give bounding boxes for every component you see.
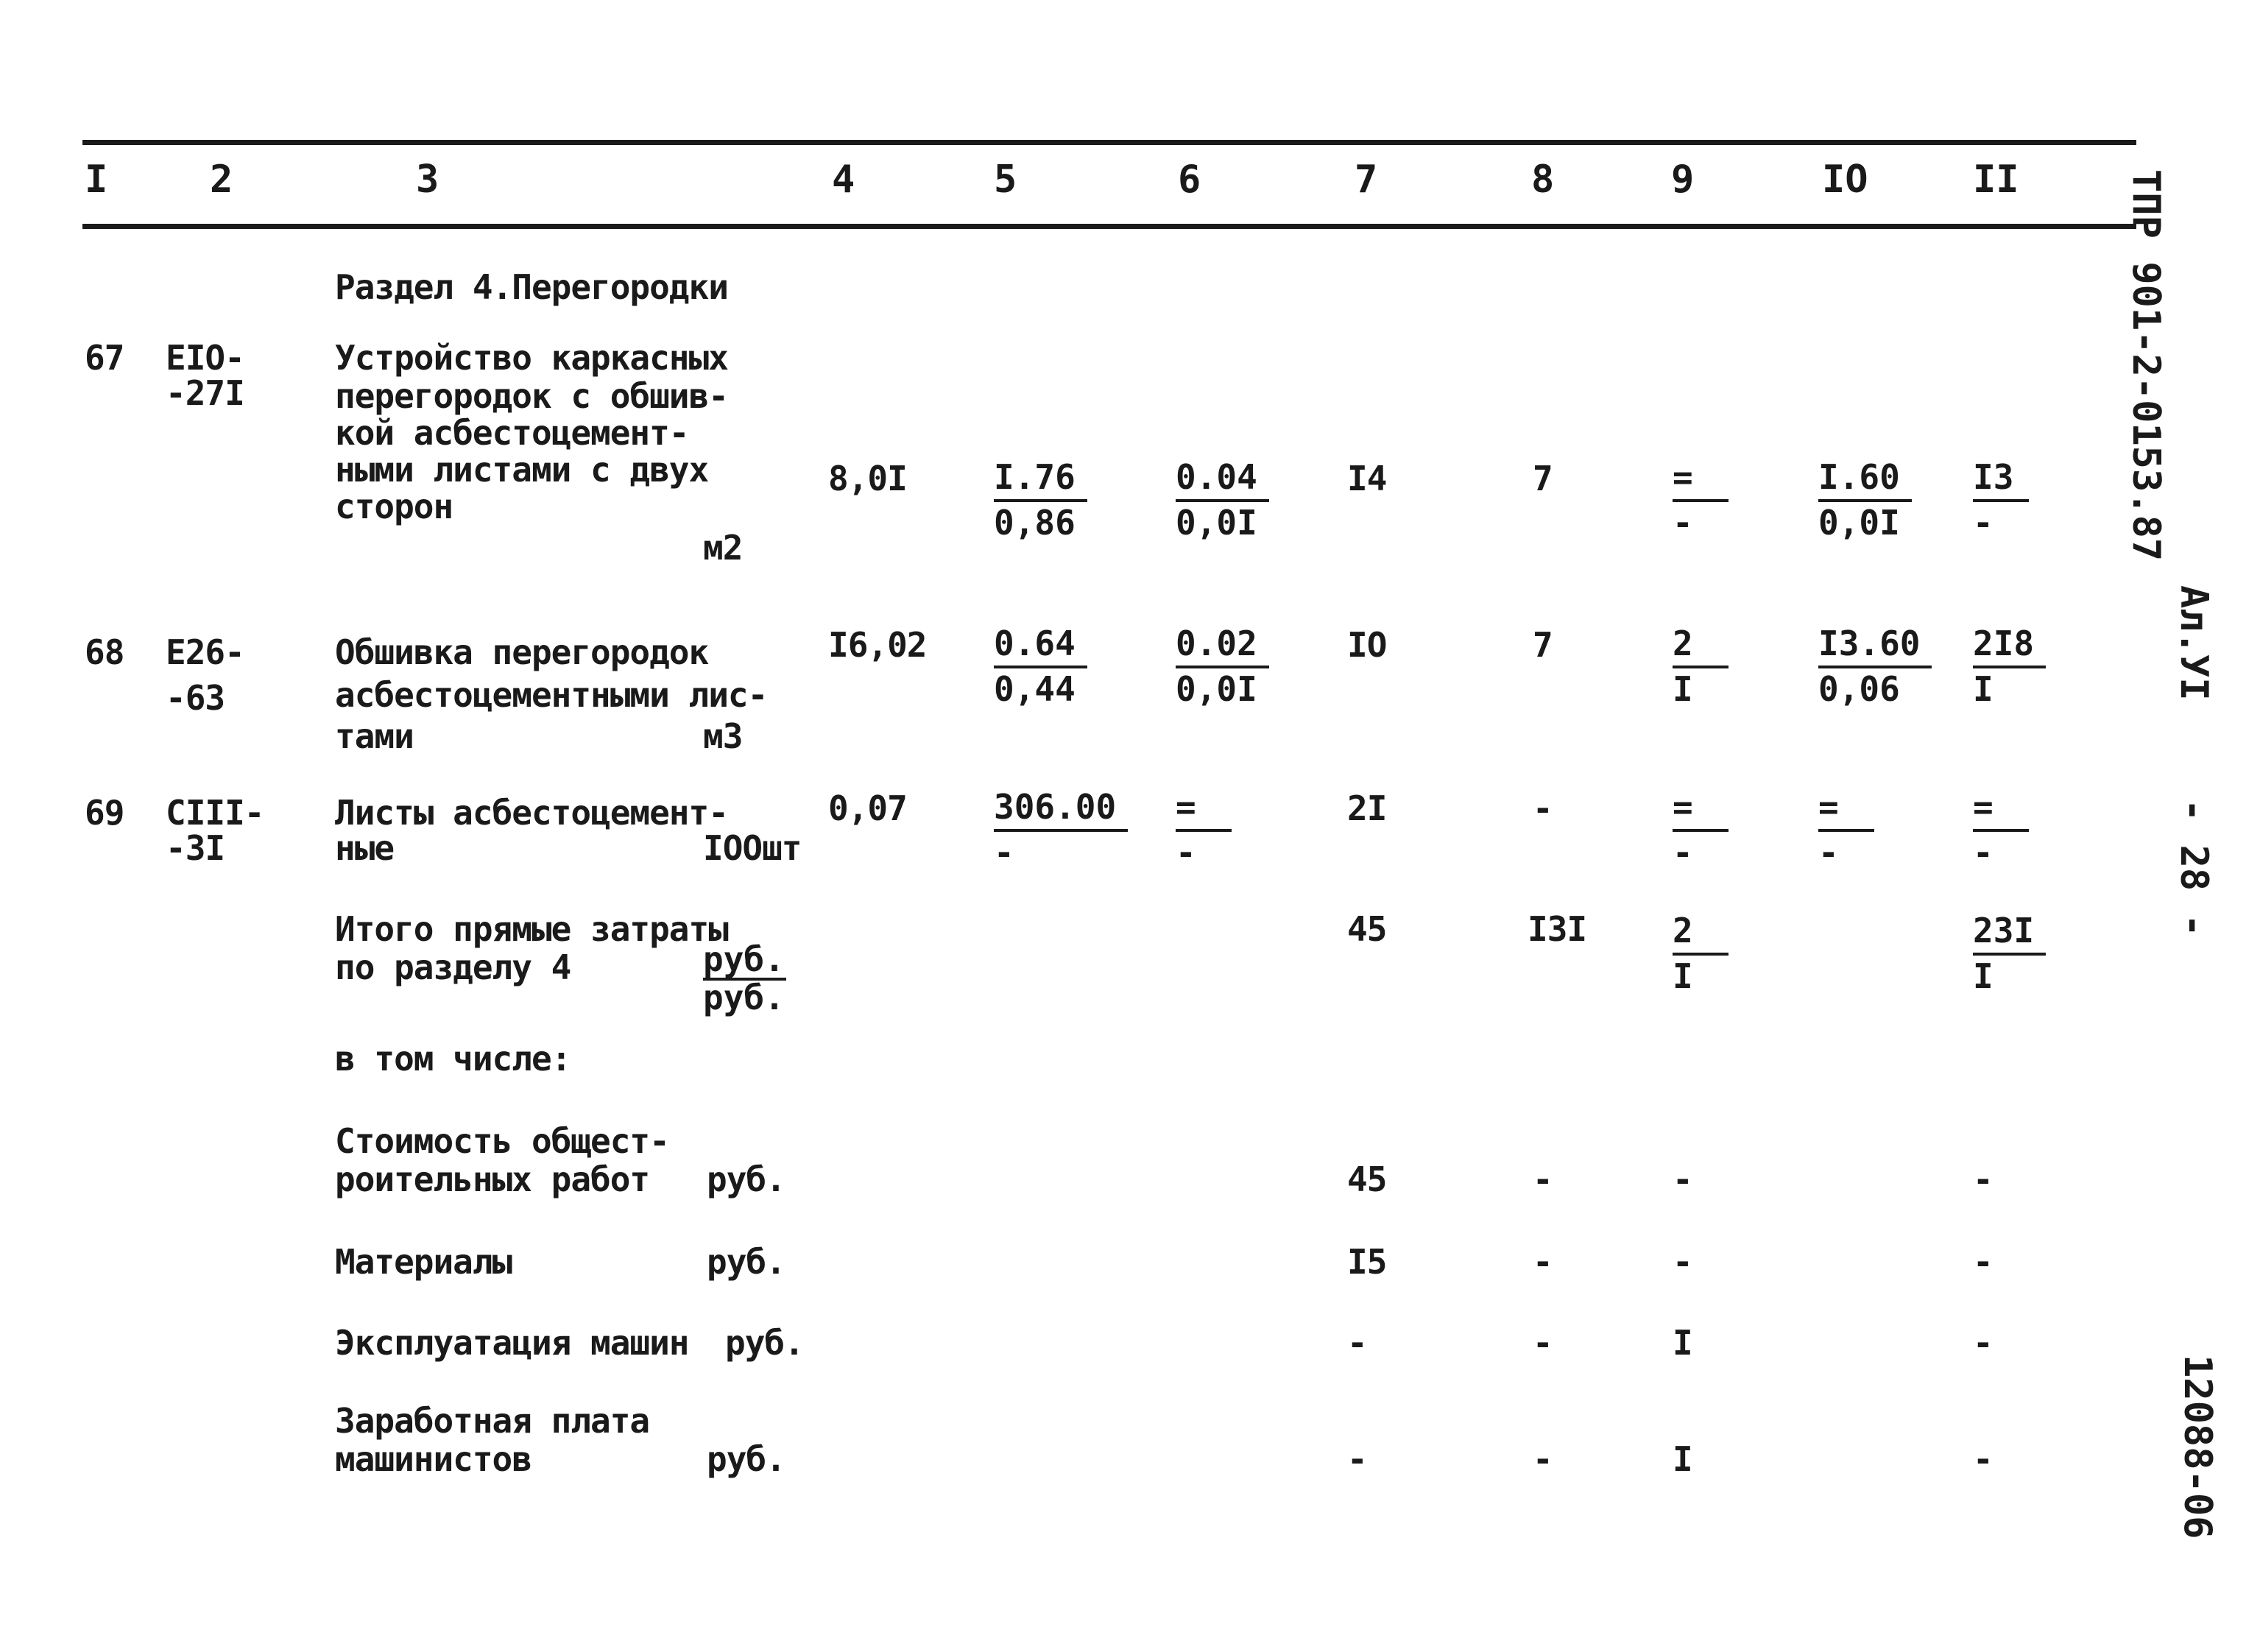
labor-cost: I3I <box>1528 909 1587 949</box>
cost-fraction <box>1818 786 1874 873</box>
labor-cost: - <box>1533 788 1553 828</box>
fraction-numerator: руб. <box>703 939 785 979</box>
breakdown-label-line: Эксплуатация машин <box>335 1323 689 1363</box>
col-header-8: 8 <box>1531 158 1555 202</box>
unit-of-measure: руб. <box>707 1159 785 1199</box>
side-doc-code: ТПР 901-2-0153.87 <box>2124 169 2168 562</box>
unit-of-measure: руб. <box>707 1439 785 1479</box>
fraction-denominator: I <box>1973 956 1994 996</box>
fraction-numerator: = <box>1176 786 1232 832</box>
cost-fraction <box>1973 786 2029 873</box>
total-cost: - <box>1347 1323 1367 1363</box>
fraction-numerator: I3.60 <box>1818 623 1932 668</box>
breakdown-label-line: роительных работ <box>335 1159 650 1199</box>
total-label-line: Итого прямые затраты <box>335 909 728 949</box>
norm-code-line: CIII- <box>166 793 264 833</box>
fraction-denominator: - <box>1176 833 1196 872</box>
work-description-line: асбестоцементными лис- <box>335 675 768 715</box>
total-cost: I5 <box>1347 1242 1387 1282</box>
labor-cost: - <box>1533 1242 1553 1282</box>
total-label-line: по разделу 4 <box>335 947 571 987</box>
total-cost: 45 <box>1347 1159 1387 1199</box>
cost-fraction <box>1673 910 1728 997</box>
cost-fraction <box>1673 786 1728 873</box>
col-header-7: 7 <box>1355 158 1378 202</box>
fraction-denominator: - <box>1673 503 1693 543</box>
fraction-denominator: - <box>994 833 1014 872</box>
row-number: 68 <box>85 632 124 672</box>
col-header-4: 4 <box>832 158 855 202</box>
fraction-numerator: 2 <box>1673 910 1728 956</box>
work-description-line: перегородок с обшив- <box>335 376 728 416</box>
work-description-line: сторон <box>335 487 453 526</box>
cost-fraction <box>1673 456 1728 543</box>
fraction-denominator: - <box>1818 833 1839 872</box>
total-cost: - <box>1347 1439 1367 1479</box>
norm-code-line: EIO- <box>166 338 244 378</box>
col-header-5: 5 <box>994 158 1017 202</box>
cost-fraction <box>1973 910 2046 997</box>
fraction-numerator: 0.04 <box>1176 456 1269 502</box>
fraction-denominator: 0,06 <box>1818 669 1900 709</box>
unit-of-measure: руб. <box>725 1323 804 1363</box>
breakdown-label-line: машинистов <box>335 1439 532 1479</box>
unit-of-measure: руб. <box>707 1242 785 1282</box>
cost-fraction <box>1818 623 1932 710</box>
col-11-value: - <box>1973 1323 1993 1363</box>
norm-code-line: -27I <box>166 373 244 413</box>
cost-fraction <box>1176 623 1269 710</box>
row-number: 67 <box>85 338 124 378</box>
labor-cost: - <box>1533 1159 1553 1199</box>
col-header-9: 9 <box>1671 158 1695 202</box>
breakdown-label-line: Стоимость общест- <box>335 1121 669 1161</box>
cost-fraction <box>1673 623 1728 710</box>
machine-cost: I <box>1673 1323 1692 1363</box>
fraction-numerator: = <box>1818 786 1874 832</box>
unit-of-measure: IOOшт <box>703 828 802 868</box>
cost-fraction <box>1176 456 1269 543</box>
breakdown-label-line: Заработная плата <box>335 1401 650 1441</box>
total-unit-fraction <box>703 939 786 1017</box>
col-header-1: I <box>85 158 108 202</box>
fraction-numerator: = <box>1673 456 1728 502</box>
machine-cost: - <box>1673 1242 1692 1282</box>
including-label: в том числе: <box>335 1039 571 1079</box>
fraction-denominator: 0,44 <box>994 669 1076 709</box>
cost-fraction <box>994 623 1087 710</box>
col-header-10: IO <box>1822 158 1868 202</box>
cost-fraction <box>994 456 1087 543</box>
fraction-numerator: = <box>1673 786 1728 832</box>
row-number: 69 <box>85 793 124 833</box>
total-cost: I4 <box>1347 459 1387 498</box>
fraction-numerator: 2 <box>1673 623 1728 668</box>
col-11-value: - <box>1973 1439 1993 1479</box>
fraction-numerator: 0.02 <box>1176 623 1269 668</box>
norm-code-line: E26- <box>166 632 244 672</box>
cost-fraction <box>994 786 1128 873</box>
col-11-value: - <box>1973 1159 1993 1199</box>
fraction-denominator: 0,86 <box>994 503 1076 543</box>
fraction-numerator: 306.00 <box>994 786 1128 832</box>
fraction-denominator: - <box>1973 503 1994 543</box>
fraction-numerator: I3 <box>1973 456 2029 502</box>
breakdown-label-line: Материалы <box>335 1242 512 1282</box>
norm-code-line: -3I <box>166 828 225 868</box>
col-header-3: 3 <box>416 158 439 202</box>
quantity: 0,07 <box>828 788 907 828</box>
cost-fraction <box>1973 623 2046 710</box>
col-header-11: II <box>1973 158 2019 202</box>
section-title: Раздел 4.Перегородки <box>335 267 728 307</box>
work-description-line: Листы асбестоцемент- <box>335 793 728 833</box>
fraction-denominator: - <box>1673 833 1693 872</box>
fraction-denominator: I <box>1673 669 1693 709</box>
side-page-number: - 28 - <box>2172 799 2216 937</box>
fraction-numerator: = <box>1973 786 2029 832</box>
fraction-denominator: 0,0I <box>1818 503 1900 543</box>
labor-cost: 7 <box>1533 625 1553 665</box>
fraction-denominator: 0,0I <box>1176 669 1257 709</box>
col-11-value: - <box>1973 1242 1993 1282</box>
work-description-line: тами <box>335 716 414 756</box>
header-top-rule <box>82 140 2136 145</box>
cost-fraction <box>1973 456 2029 543</box>
fraction-denominator: руб. <box>703 978 785 1017</box>
work-description-line: ными листами с двух <box>335 450 709 490</box>
total-cost: 45 <box>1347 909 1387 949</box>
machine-cost: I <box>1673 1439 1692 1479</box>
fraction-denominator: - <box>1973 833 1994 872</box>
side-order-number: 12088-06 <box>2175 1355 2220 1539</box>
labor-cost: - <box>1533 1323 1553 1363</box>
fraction-numerator: 0.64 <box>994 623 1087 668</box>
quantity: I6,02 <box>828 625 927 665</box>
cost-fraction <box>1176 786 1232 873</box>
fraction-numerator: 2I8 <box>1973 623 2046 668</box>
quantity: 8,0I <box>828 459 907 498</box>
unit-of-measure: м2 <box>703 528 743 568</box>
work-description-line: ные <box>335 828 395 868</box>
header-bottom-rule <box>82 224 2136 229</box>
cost-fraction <box>1818 456 1912 543</box>
fraction-denominator: I <box>1973 669 1994 709</box>
total-cost: IO <box>1347 625 1387 665</box>
col-header-2: 2 <box>210 158 233 202</box>
labor-cost: - <box>1533 1439 1553 1479</box>
total-cost: 2I <box>1347 788 1387 828</box>
work-description-line: кой асбестоцемент- <box>335 413 689 453</box>
side-sheet-label: Ал.УI <box>2172 585 2216 701</box>
work-description-line: Обшивка перегородок <box>335 632 709 672</box>
col-header-6: 6 <box>1178 158 1201 202</box>
fraction-denominator: 0,0I <box>1176 503 1257 543</box>
machine-cost: - <box>1673 1159 1692 1199</box>
fraction-denominator: I <box>1673 956 1693 996</box>
unit-of-measure: м3 <box>703 716 743 756</box>
work-description-line: Устройство каркасных <box>335 338 728 378</box>
labor-cost: 7 <box>1533 459 1553 498</box>
fraction-numerator: I.76 <box>994 456 1087 502</box>
fraction-numerator: I.60 <box>1818 456 1912 502</box>
fraction-numerator: 23I <box>1973 910 2046 956</box>
norm-code-line: -63 <box>166 678 225 718</box>
